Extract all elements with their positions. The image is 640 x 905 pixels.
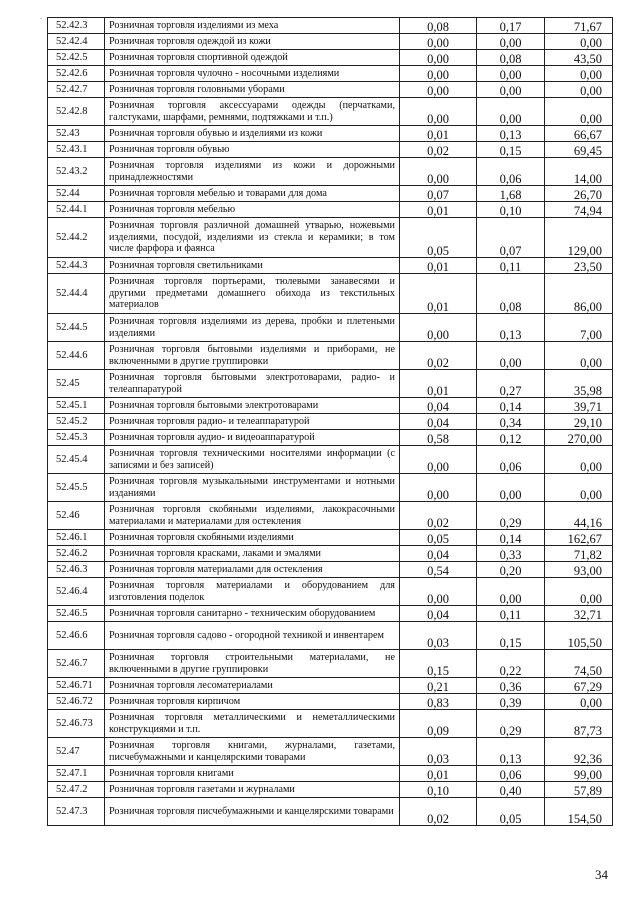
row-name: Розничная торговля книгами — [105, 766, 400, 782]
row-code: 52.46 — [48, 502, 105, 530]
row-name: Розничная торговля одеждой из кожи — [105, 34, 400, 50]
row-value-1: 0,83 — [400, 694, 477, 710]
table-row — [48, 798, 613, 826]
table-row — [48, 202, 613, 218]
row-name: Розничная торговля спортивной одеждой — [105, 50, 400, 66]
row-value-3: 99,00 — [545, 766, 613, 782]
row-value-3: 0,00 — [545, 474, 613, 502]
row-name: Розничная торговля писчебумажными и канцелярскими товарами — [105, 798, 400, 826]
row-code: 52.44.6 — [48, 342, 105, 370]
row-value-2: 0,22 — [477, 650, 545, 678]
row-value-2: 0,11 — [477, 606, 545, 622]
table-row — [48, 414, 613, 430]
row-value-2: 0,00 — [477, 474, 545, 502]
row-value-2: 0,14 — [477, 530, 545, 546]
table-row — [48, 34, 613, 50]
row-value-1: 0,00 — [400, 82, 477, 98]
row-value-3: 86,00 — [545, 274, 613, 314]
row-code: 52.46.3 — [48, 562, 105, 578]
row-name: Розничная торговля техническими носителями информации (с записями и без записей) — [105, 446, 400, 474]
table-row — [48, 18, 613, 34]
row-value-2: 0,39 — [477, 694, 545, 710]
row-name: Розничная торговля мебелью — [105, 202, 400, 218]
row-code: 52.43 — [48, 126, 105, 142]
row-value-3: 14,00 — [545, 158, 613, 186]
row-value-2: 0,36 — [477, 678, 545, 694]
row-value-2: 0,13 — [477, 314, 545, 342]
table-row — [48, 546, 613, 562]
row-name: Розничная торговля обувью и изделиями из кожи — [105, 126, 400, 142]
row-value-2: 0,33 — [477, 546, 545, 562]
row-value-1: 0,04 — [400, 546, 477, 562]
row-name: Розничная торговля красками, лаками и эмалями — [105, 546, 400, 562]
table-row — [48, 314, 613, 342]
row-code: 52.43.2 — [48, 158, 105, 186]
row-code: 52.45.3 — [48, 430, 105, 446]
row-value-3: 92,36 — [545, 738, 613, 766]
row-value-2: 0,27 — [477, 370, 545, 398]
row-name: Розничная торговля газетами и журналами — [105, 782, 400, 798]
row-value-3: 154,50 — [545, 798, 613, 826]
table-row — [48, 766, 613, 782]
row-value-1: 0,58 — [400, 430, 477, 446]
table-row — [48, 606, 613, 622]
row-value-1: 0,54 — [400, 562, 477, 578]
table-row — [48, 650, 613, 678]
row-name: Розничная торговля санитарно - техническим оборудованием — [105, 606, 400, 622]
row-value-3: 0,00 — [545, 694, 613, 710]
row-code: 52.44.2 — [48, 218, 105, 258]
row-value-2: 0,06 — [477, 158, 545, 186]
table-row — [48, 578, 613, 606]
row-name: Розничная торговля садово - огородной техникой и инвентарем — [105, 622, 400, 650]
row-value-3: 26,70 — [545, 186, 613, 202]
row-code: 52.47 — [48, 738, 105, 766]
row-value-1: 0,07 — [400, 186, 477, 202]
row-value-1: 0,00 — [400, 34, 477, 50]
row-value-1: 0,00 — [400, 50, 477, 66]
row-code: 52.42.4 — [48, 34, 105, 50]
row-value-2: 0,14 — [477, 398, 545, 414]
row-value-2: 0,06 — [477, 446, 545, 474]
row-value-3: 0,00 — [545, 578, 613, 606]
table-row — [48, 622, 613, 650]
table-row — [48, 446, 613, 474]
table-row — [48, 158, 613, 186]
row-code: 52.42.6 — [48, 66, 105, 82]
row-value-2: 0,00 — [477, 66, 545, 82]
row-value-1: 0,04 — [400, 606, 477, 622]
row-code: 52.44.3 — [48, 258, 105, 274]
row-value-1: 0,00 — [400, 578, 477, 606]
row-value-2: 0,00 — [477, 342, 545, 370]
row-value-1: 0,02 — [400, 798, 477, 826]
row-name: Розничная торговля чулочно - носочными изделиями — [105, 66, 400, 82]
row-value-1: 0,01 — [400, 274, 477, 314]
row-value-3: 39,71 — [545, 398, 613, 414]
row-value-1: 0,00 — [400, 446, 477, 474]
row-value-2: 0,00 — [477, 98, 545, 126]
row-name: Розничная торговля светильниками — [105, 258, 400, 274]
table-row — [48, 694, 613, 710]
row-name: Розничная торговля книгами, журналами, газетами, писчебумажными и канцелярскими товарами — [105, 738, 400, 766]
row-name: Розничная торговля мебелью и товарами для дома — [105, 186, 400, 202]
table-row — [48, 50, 613, 66]
table-body — [48, 18, 613, 826]
row-value-3: 129,00 — [545, 218, 613, 258]
row-name: Розничная торговля скобяными изделиями, лакокрасочными материалами и материалами для остекления — [105, 502, 400, 530]
row-code: 52.45.2 — [48, 414, 105, 430]
row-name: Розничная торговля кирпичом — [105, 694, 400, 710]
row-name: Розничная торговля бытовыми электротоварами, радио- и телеаппаратурой — [105, 370, 400, 398]
row-value-2: 0,07 — [477, 218, 545, 258]
row-value-1: 0,08 — [400, 18, 477, 34]
row-value-3: 0,00 — [545, 34, 613, 50]
row-value-2: 0,17 — [477, 18, 545, 34]
row-name: Розничная торговля бытовыми изделиями и приборами, не включенными в другие группировки — [105, 342, 400, 370]
row-value-3: 87,73 — [545, 710, 613, 738]
table-row — [48, 530, 613, 546]
row-code: 52.44.1 — [48, 202, 105, 218]
row-code: 52.47.2 — [48, 782, 105, 798]
table-row — [48, 82, 613, 98]
table-row — [48, 562, 613, 578]
row-value-2: 0,40 — [477, 782, 545, 798]
row-code: 52.43.1 — [48, 142, 105, 158]
table-row — [48, 258, 613, 274]
row-value-2: 0,11 — [477, 258, 545, 274]
row-value-3: 0,00 — [545, 82, 613, 98]
row-code: 52.42.3 — [48, 18, 105, 34]
table-row — [48, 370, 613, 398]
row-value-3: 71,67 — [545, 18, 613, 34]
row-value-2: 0,10 — [477, 202, 545, 218]
row-name: Розничная торговля скобяными изделиями — [105, 530, 400, 546]
row-code: 52.46.1 — [48, 530, 105, 546]
row-value-1: 0,01 — [400, 766, 477, 782]
row-name: Розничная торговля портьерами, тюлевыми занавесями и другими предметами домашнего обихода из текстильных материалов — [105, 274, 400, 314]
table-row — [48, 66, 613, 82]
row-value-3: 69,45 — [545, 142, 613, 158]
row-name: Розничная торговля бытовыми электротоварами — [105, 398, 400, 414]
row-code: 52.45.5 — [48, 474, 105, 502]
row-name: Розничная торговля материалами и оборудованием для изготовления поделок — [105, 578, 400, 606]
row-name: Розничная торговля головными уборами — [105, 82, 400, 98]
row-value-3: 66,67 — [545, 126, 613, 142]
table-row — [48, 430, 613, 446]
row-value-2: 0,13 — [477, 126, 545, 142]
table-row — [48, 502, 613, 530]
row-value-3: 57,89 — [545, 782, 613, 798]
row-name: Розничная торговля радио- и телеаппаратурой — [105, 414, 400, 430]
row-code: 52.46.6 — [48, 622, 105, 650]
row-value-2: 0,13 — [477, 738, 545, 766]
row-value-1: 0,03 — [400, 738, 477, 766]
row-value-2: 0,12 — [477, 430, 545, 446]
row-code: 52.45 — [48, 370, 105, 398]
row-value-1: 0,00 — [400, 158, 477, 186]
row-name: Розничная торговля различной домашней утварью, ножевыми изделиями, посудой, изделиями из стекла и керамики; в том числе фарфора и фаянса — [105, 218, 400, 258]
row-value-2: 0,34 — [477, 414, 545, 430]
row-value-3: 71,82 — [545, 546, 613, 562]
row-code: 52.42.7 — [48, 82, 105, 98]
row-value-3: 29,10 — [545, 414, 613, 430]
row-value-1: 0,04 — [400, 414, 477, 430]
row-value-1: 0,01 — [400, 258, 477, 274]
table-row — [48, 126, 613, 142]
row-value-1: 0,15 — [400, 650, 477, 678]
row-value-1: 0,10 — [400, 782, 477, 798]
row-value-2: 0,08 — [477, 274, 545, 314]
table-row — [48, 142, 613, 158]
table-row — [48, 678, 613, 694]
row-value-1: 0,00 — [400, 474, 477, 502]
row-name: Розничная торговля материалами для остекления — [105, 562, 400, 578]
table-row — [48, 710, 613, 738]
okved-table — [47, 17, 613, 826]
table-row — [48, 782, 613, 798]
row-value-1: 0,02 — [400, 142, 477, 158]
row-value-2: 0,00 — [477, 578, 545, 606]
row-name: Розничная торговля металлическими и неметаллическими конструкциями и т.п. — [105, 710, 400, 738]
table-row — [48, 738, 613, 766]
row-value-3: 74,50 — [545, 650, 613, 678]
row-value-3: 32,71 — [545, 606, 613, 622]
table-row — [48, 218, 613, 258]
row-value-2: 0,08 — [477, 50, 545, 66]
row-value-2: 0,00 — [477, 82, 545, 98]
row-value-1: 0,04 — [400, 398, 477, 414]
row-value-3: 0,00 — [545, 342, 613, 370]
row-code: 52.46.72 — [48, 694, 105, 710]
row-value-1: 0,05 — [400, 218, 477, 258]
row-value-1: 0,09 — [400, 710, 477, 738]
row-name: Розничная торговля строительными материалами, не включенными в другие группировки — [105, 650, 400, 678]
row-value-2: 0,29 — [477, 710, 545, 738]
row-value-2: 0,15 — [477, 622, 545, 650]
row-code: 52.45.1 — [48, 398, 105, 414]
row-code: 52.46.5 — [48, 606, 105, 622]
row-value-1: 0,00 — [400, 66, 477, 82]
row-name: Розничная торговля музыкальными инструментами и нотными изданиями — [105, 474, 400, 502]
row-name: Розничная торговля аксессуарами одежды (перчатками, галстуками, шарфами, ремнями, подтяжками и т.п.) — [105, 98, 400, 126]
row-value-2: 0,00 — [477, 34, 545, 50]
row-value-2: 1,68 — [477, 186, 545, 202]
row-name: Розничная торговля лесоматериалами — [105, 678, 400, 694]
row-value-3: 0,00 — [545, 446, 613, 474]
row-value-3: 44,16 — [545, 502, 613, 530]
row-value-1: 0,00 — [400, 314, 477, 342]
row-code: 52.46.4 — [48, 578, 105, 606]
table-row — [48, 274, 613, 314]
row-code: 52.47.3 — [48, 798, 105, 826]
row-name: Розничная торговля аудио- и видеоаппаратурой — [105, 430, 400, 446]
row-code: 52.45.4 — [48, 446, 105, 474]
table-row — [48, 186, 613, 202]
row-value-1: 0,00 — [400, 98, 477, 126]
row-value-1: 0,01 — [400, 370, 477, 398]
table-row — [48, 398, 613, 414]
row-value-2: 0,15 — [477, 142, 545, 158]
row-name: Розничная торговля изделиями из меха — [105, 18, 400, 34]
row-value-3: 0,00 — [545, 98, 613, 126]
row-value-3: 23,50 — [545, 258, 613, 274]
row-value-3: 7,00 — [545, 314, 613, 342]
page-number: 34 — [595, 867, 608, 882]
row-value-1: 0,21 — [400, 678, 477, 694]
row-code: 52.46.73 — [48, 710, 105, 738]
row-value-3: 162,67 — [545, 530, 613, 546]
row-value-3: 0,00 — [545, 66, 613, 82]
row-value-3: 105,50 — [545, 622, 613, 650]
row-value-3: 35,98 — [545, 370, 613, 398]
scan-mark: . — [40, 12, 42, 21]
row-value-2: 0,06 — [477, 766, 545, 782]
row-value-1: 0,05 — [400, 530, 477, 546]
row-value-1: 0,01 — [400, 202, 477, 218]
row-value-3: 67,29 — [545, 678, 613, 694]
row-value-1: 0,03 — [400, 622, 477, 650]
row-value-3: 43,50 — [545, 50, 613, 66]
row-code: 52.42.8 — [48, 98, 105, 126]
row-value-2: 0,20 — [477, 562, 545, 578]
row-value-2: 0,05 — [477, 798, 545, 826]
row-code: 52.44.4 — [48, 274, 105, 314]
row-value-3: 93,00 — [545, 562, 613, 578]
table-row — [48, 474, 613, 502]
row-value-3: 270,00 — [545, 430, 613, 446]
row-code: 52.47.1 — [48, 766, 105, 782]
row-name: Розничная торговля обувью — [105, 142, 400, 158]
row-value-1: 0,02 — [400, 342, 477, 370]
row-value-2: 0,29 — [477, 502, 545, 530]
row-value-3: 74,94 — [545, 202, 613, 218]
row-name: Розничная торговля изделиями из кожи и дорожными принадлежностями — [105, 158, 400, 186]
row-code: 52.46.7 — [48, 650, 105, 678]
row-code: 52.46.71 — [48, 678, 105, 694]
row-value-1: 0,01 — [400, 126, 477, 142]
table-row — [48, 342, 613, 370]
row-code: 52.44.5 — [48, 314, 105, 342]
row-value-1: 0,02 — [400, 502, 477, 530]
row-code: 52.44 — [48, 186, 105, 202]
table-row — [48, 98, 613, 126]
row-name: Розничная торговля изделиями из дерева, пробки и плетеными изделиями — [105, 314, 400, 342]
row-code: 52.42.5 — [48, 50, 105, 66]
row-code: 52.46.2 — [48, 546, 105, 562]
